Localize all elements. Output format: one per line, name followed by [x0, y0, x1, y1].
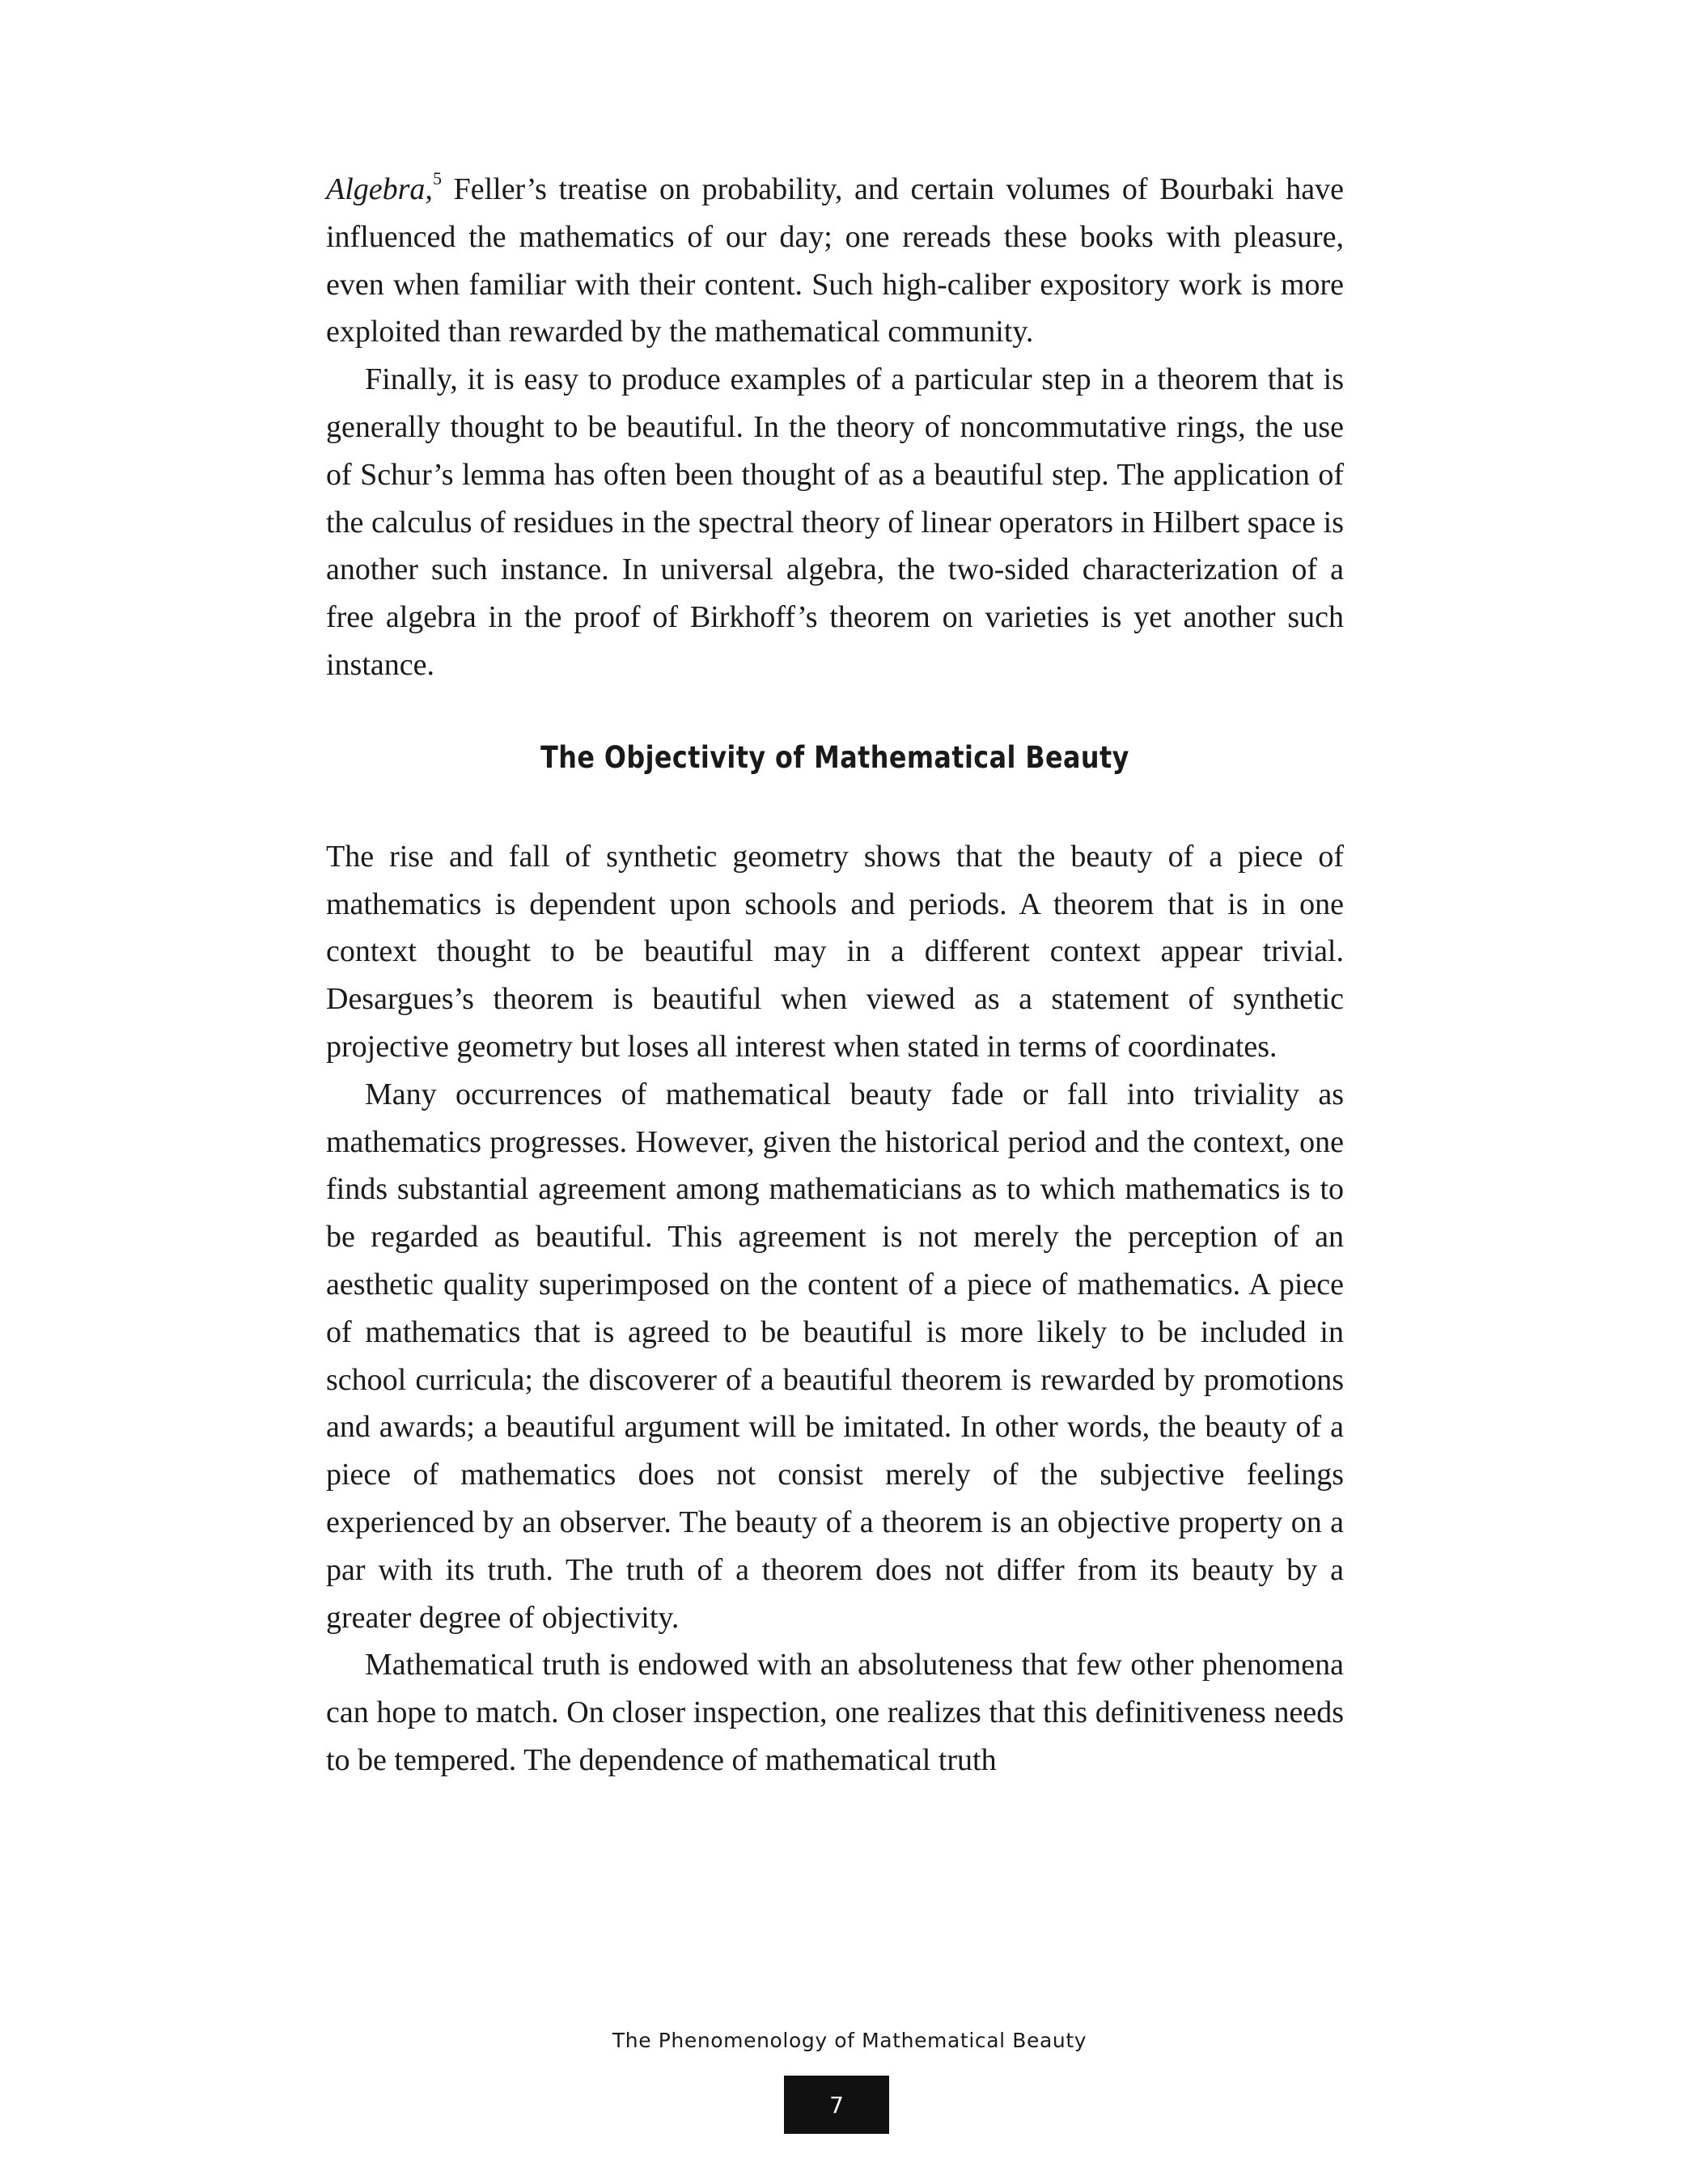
page-body	[326, 166, 1344, 1784]
paragraph-finally: Finally, it is easy to produce examples of a particular step in a theorem that is generally thought to be beautiful. In the theory of noncommutative rings, the use of Schur’s lemma has often been thought of as a beautiful step. The application of the calculus of residues in the spectral theory of linear operators in Hilbert space is another such instance. In universal algebra, the two-sided characterization of a free algebra in the proof of Birkhoff’s theorem on varieties is yet another such instance.	[326, 362, 1344, 682]
paragraph-continuation	[326, 166, 1344, 356]
footnote-marker: 5	[432, 168, 442, 189]
section-heading: The Objectivity of Mathematical Beauty	[540, 739, 1129, 775]
section-paragraph-3: Mathematical truth is endowed with an absoluteness that few other phenomena can hope to match. On closer inspection, one realizes that this definitiveness needs to be tempered. The dependence of mathematical truth	[326, 1648, 1344, 1777]
italic-book-title: Algebra,	[326, 172, 433, 206]
section-paragraph-2: Many occurrences of mathematical beauty fade or fall into triviality as mathematics progresses. However, given the historical period and the context, one finds substantial agreement among mathematicians as to which mathematics is to be regarded as beautiful. This agreement is not merely the perception of an aesthetic quality superimposed on the content of a piece of mathematics. A piece of mathematics that is agreed to be beautiful is more likely to be included in school curricula; the discoverer of a beautiful theorem is rewarded by promotions and awards; a beautiful argument will be imitated. In other words, the beauty of a piece of mathematics does not consist merely of the subjective feelings experienced by an observer. The beauty of a theorem is an objective property on a par with its truth. The truth of a theorem does not differ from its beauty by a greater degree of objectivity.	[326, 1077, 1344, 1635]
section-paragraph-1: The rise and fall of synthetic geometry shows that the beauty of a piece of mathematics is dependent upon schools and periods. A theorem that is in one context thought to be beautiful may in a different context appear trivial. Desargues’s theorem is beautiful when viewed as a statement of synthetic projective geometry but loses all interest when stated in terms of coordinates.	[326, 839, 1344, 1064]
running-footer-title: The Phenomenology of Mathematical Beauty	[612, 2029, 1087, 2052]
page-number-box	[784, 2076, 889, 2134]
paragraph-text: Feller’s treatise on probability, and certain volumes of Bourbaki have influenced the mathematics of our day; one rereads these books with pleasure, even when familiar with their content. Such high-caliber expository work is more exploited than rewarded by the mathematical community.	[326, 172, 1344, 349]
page-number: 7	[829, 2091, 844, 2118]
